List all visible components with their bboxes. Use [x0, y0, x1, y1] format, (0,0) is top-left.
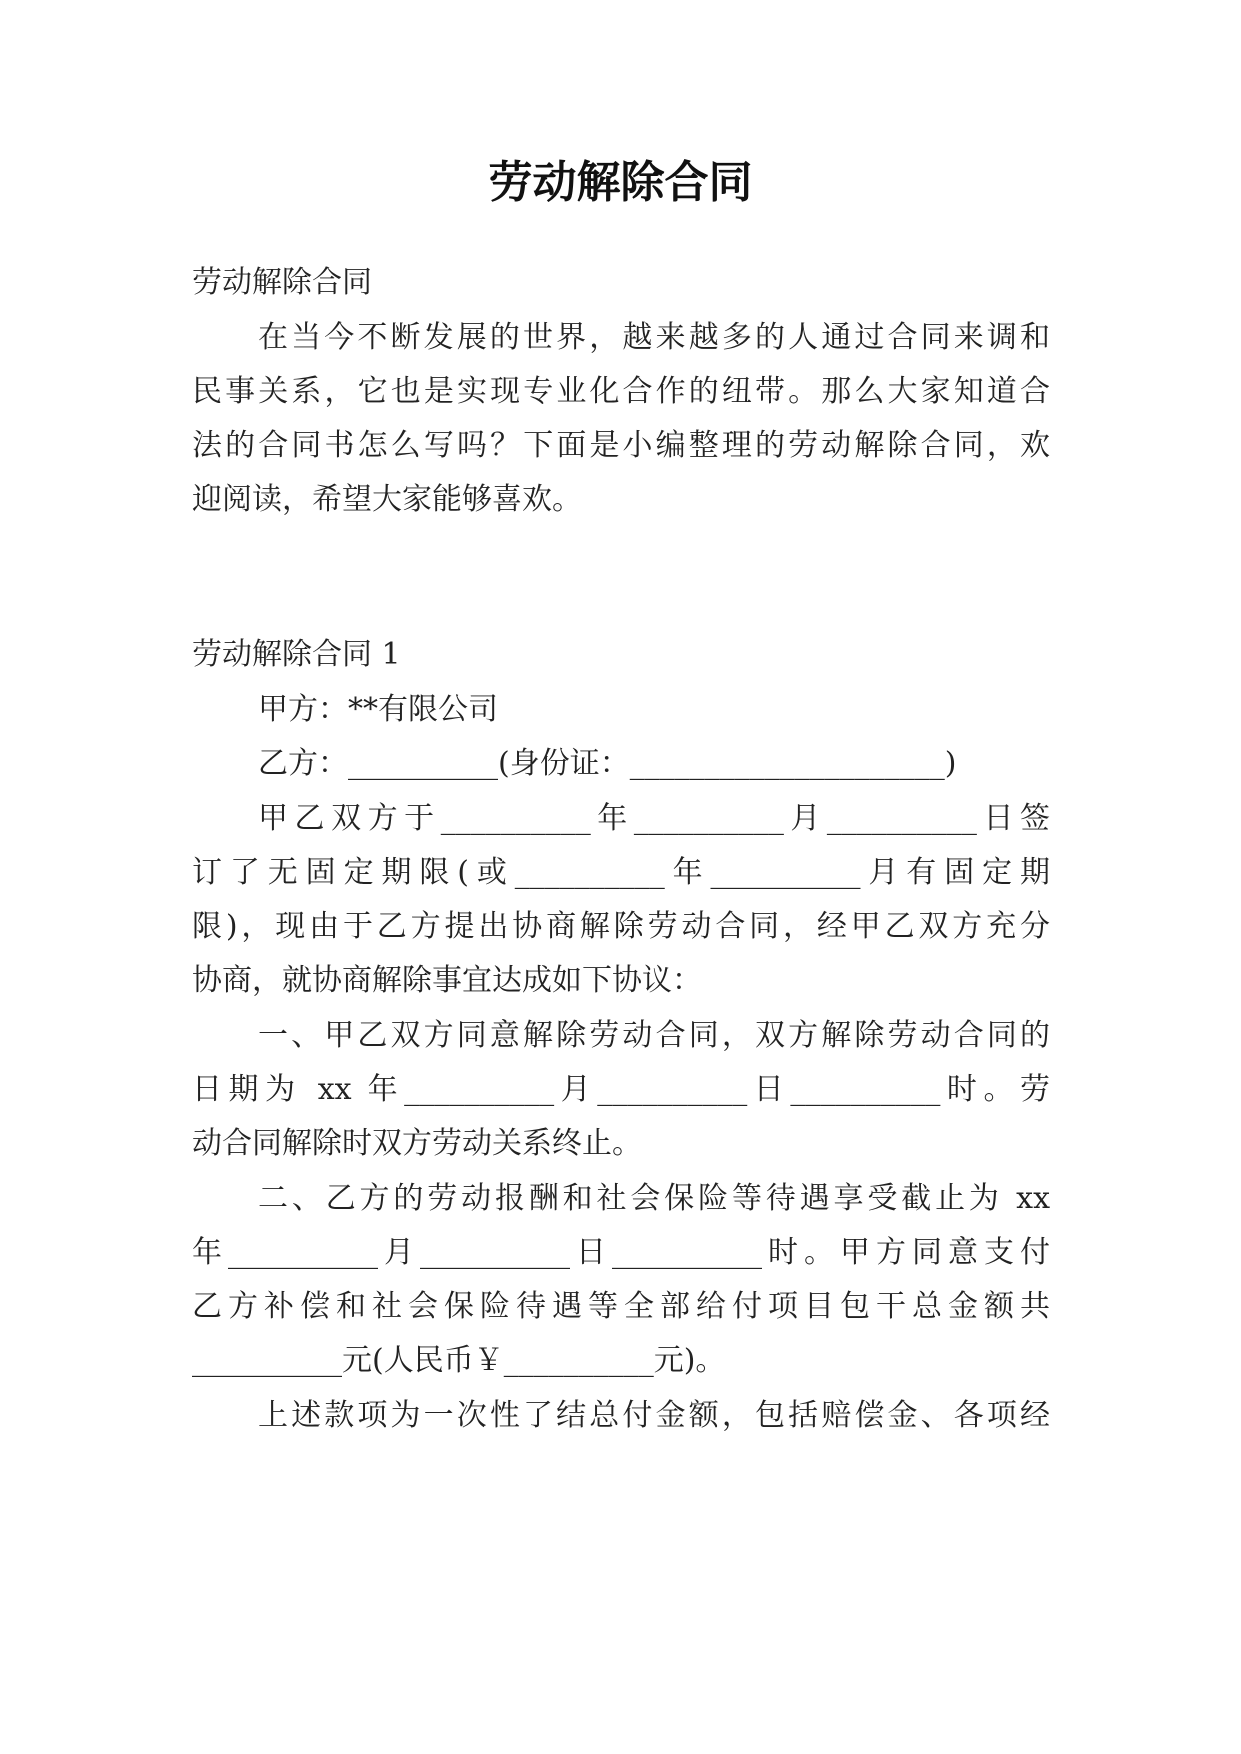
party-a-line: 甲方：**有限公司	[258, 692, 498, 727]
intro-paragraph-line-3: 法的合同书怎么写吗？下面是小编整理的劳动解除合同，欢	[192, 428, 1050, 463]
intro-paragraph-line-4: 迎阅读，希望大家能够喜欢。	[192, 482, 582, 517]
preamble-line-1: 甲乙双方于__________年__________月__________日签	[258, 801, 1050, 836]
clause-1-line-1: 一、甲乙双方同意解除劳动合同，双方解除劳动合同的	[258, 1018, 1050, 1053]
intro-paragraph-line-1: 在当今不断发展的世界，越来越多的人通过合同来调和	[258, 320, 1050, 355]
party-b-line: 乙方：__________(身份证：_____________________)	[258, 746, 957, 781]
preamble-line-3: 限)，现由于乙方提出协商解除劳动合同，经甲乙双方充分	[192, 909, 1050, 944]
preamble-line-2: 订了无固定期限(或__________年__________月有固定期	[192, 855, 1050, 890]
clause-2-line-2: 年__________月__________日__________时。甲方同意支付	[192, 1235, 1050, 1270]
clause-2-line-1: 二、乙方的劳动报酬和社会保险等待遇享受截止为 xx	[258, 1181, 1050, 1216]
clause-3-line-1: 上述款项为一次性了结总付金额，包括赔偿金、各项经	[258, 1398, 1050, 1433]
clause-1-line-2: 日期为 xx 年__________月__________日__________时。劳	[192, 1072, 1050, 1107]
intro-paragraph-line-2: 民事关系，它也是实现专业化合作的纽带。那么大家知道合	[192, 374, 1050, 409]
clause-1-line-3: 动合同解除时双方劳动关系终止。	[192, 1126, 642, 1161]
section-heading-intro: 劳动解除合同	[192, 265, 372, 300]
document-title: 劳动解除合同	[488, 157, 753, 208]
clause-2-line-3: 乙方补偿和社会保险待遇等全部给付项目包干总金额共	[192, 1289, 1050, 1324]
preamble-line-4: 协商，就协商解除事宜达成如下协议：	[192, 963, 702, 998]
section-heading-contract-1: 劳动解除合同 1	[192, 637, 401, 672]
clause-2-line-4: __________元(人民币￥__________元)。	[192, 1343, 726, 1378]
